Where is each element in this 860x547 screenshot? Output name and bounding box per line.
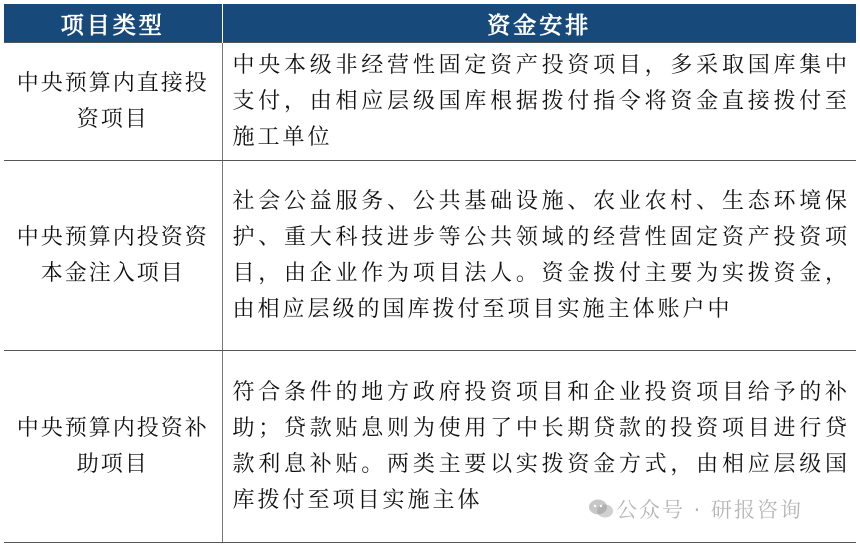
table-row — [4, 161, 856, 351]
fund-arrangement-table — [4, 4, 856, 543]
fund-arrangement-cell: 社会公益服务、公共基础设施、农业农村、生态环境保护、重大科技进步等公共领域的经营性固定资产投资项目，由企业作为项目法人。资金拨付主要为实拨资金，由相应层级的国库拨付至项目实施主体账户中 — [222, 161, 856, 351]
header-fund-arrangement: 资金安排 — [222, 4, 856, 43]
wechat-icon — [588, 498, 614, 525]
table-header-row — [4, 4, 856, 43]
watermark-text: 公众号 · 研报咨询 — [616, 498, 804, 522]
fund-arrangement-cell: 中央本级非经营性固定资产投资项目，多采取国库集中支付，由相应层级国库根据拨付指令将资金直接拨付至施工单位 — [222, 43, 856, 161]
fund-arrangement-cell: 符合条件的地方政府投资项目和企业投资项目给予的补助；贷款贴息则为使用了中长期贷款的投资项目进行贷款利息补贴。两类主要以实拨资金方式，由相应层级国库拨付至项目实施主体 — [222, 351, 856, 543]
project-type-cell: 中央预算内投资补助项目 — [4, 351, 222, 543]
project-type-cell: 中央预算内投资资本金注入项目 — [4, 161, 222, 351]
header-project-type: 项目类型 — [4, 4, 222, 43]
project-type-cell: 中央预算内直接投资项目 — [4, 43, 222, 161]
watermark — [588, 494, 803, 525]
table-row — [4, 43, 856, 161]
